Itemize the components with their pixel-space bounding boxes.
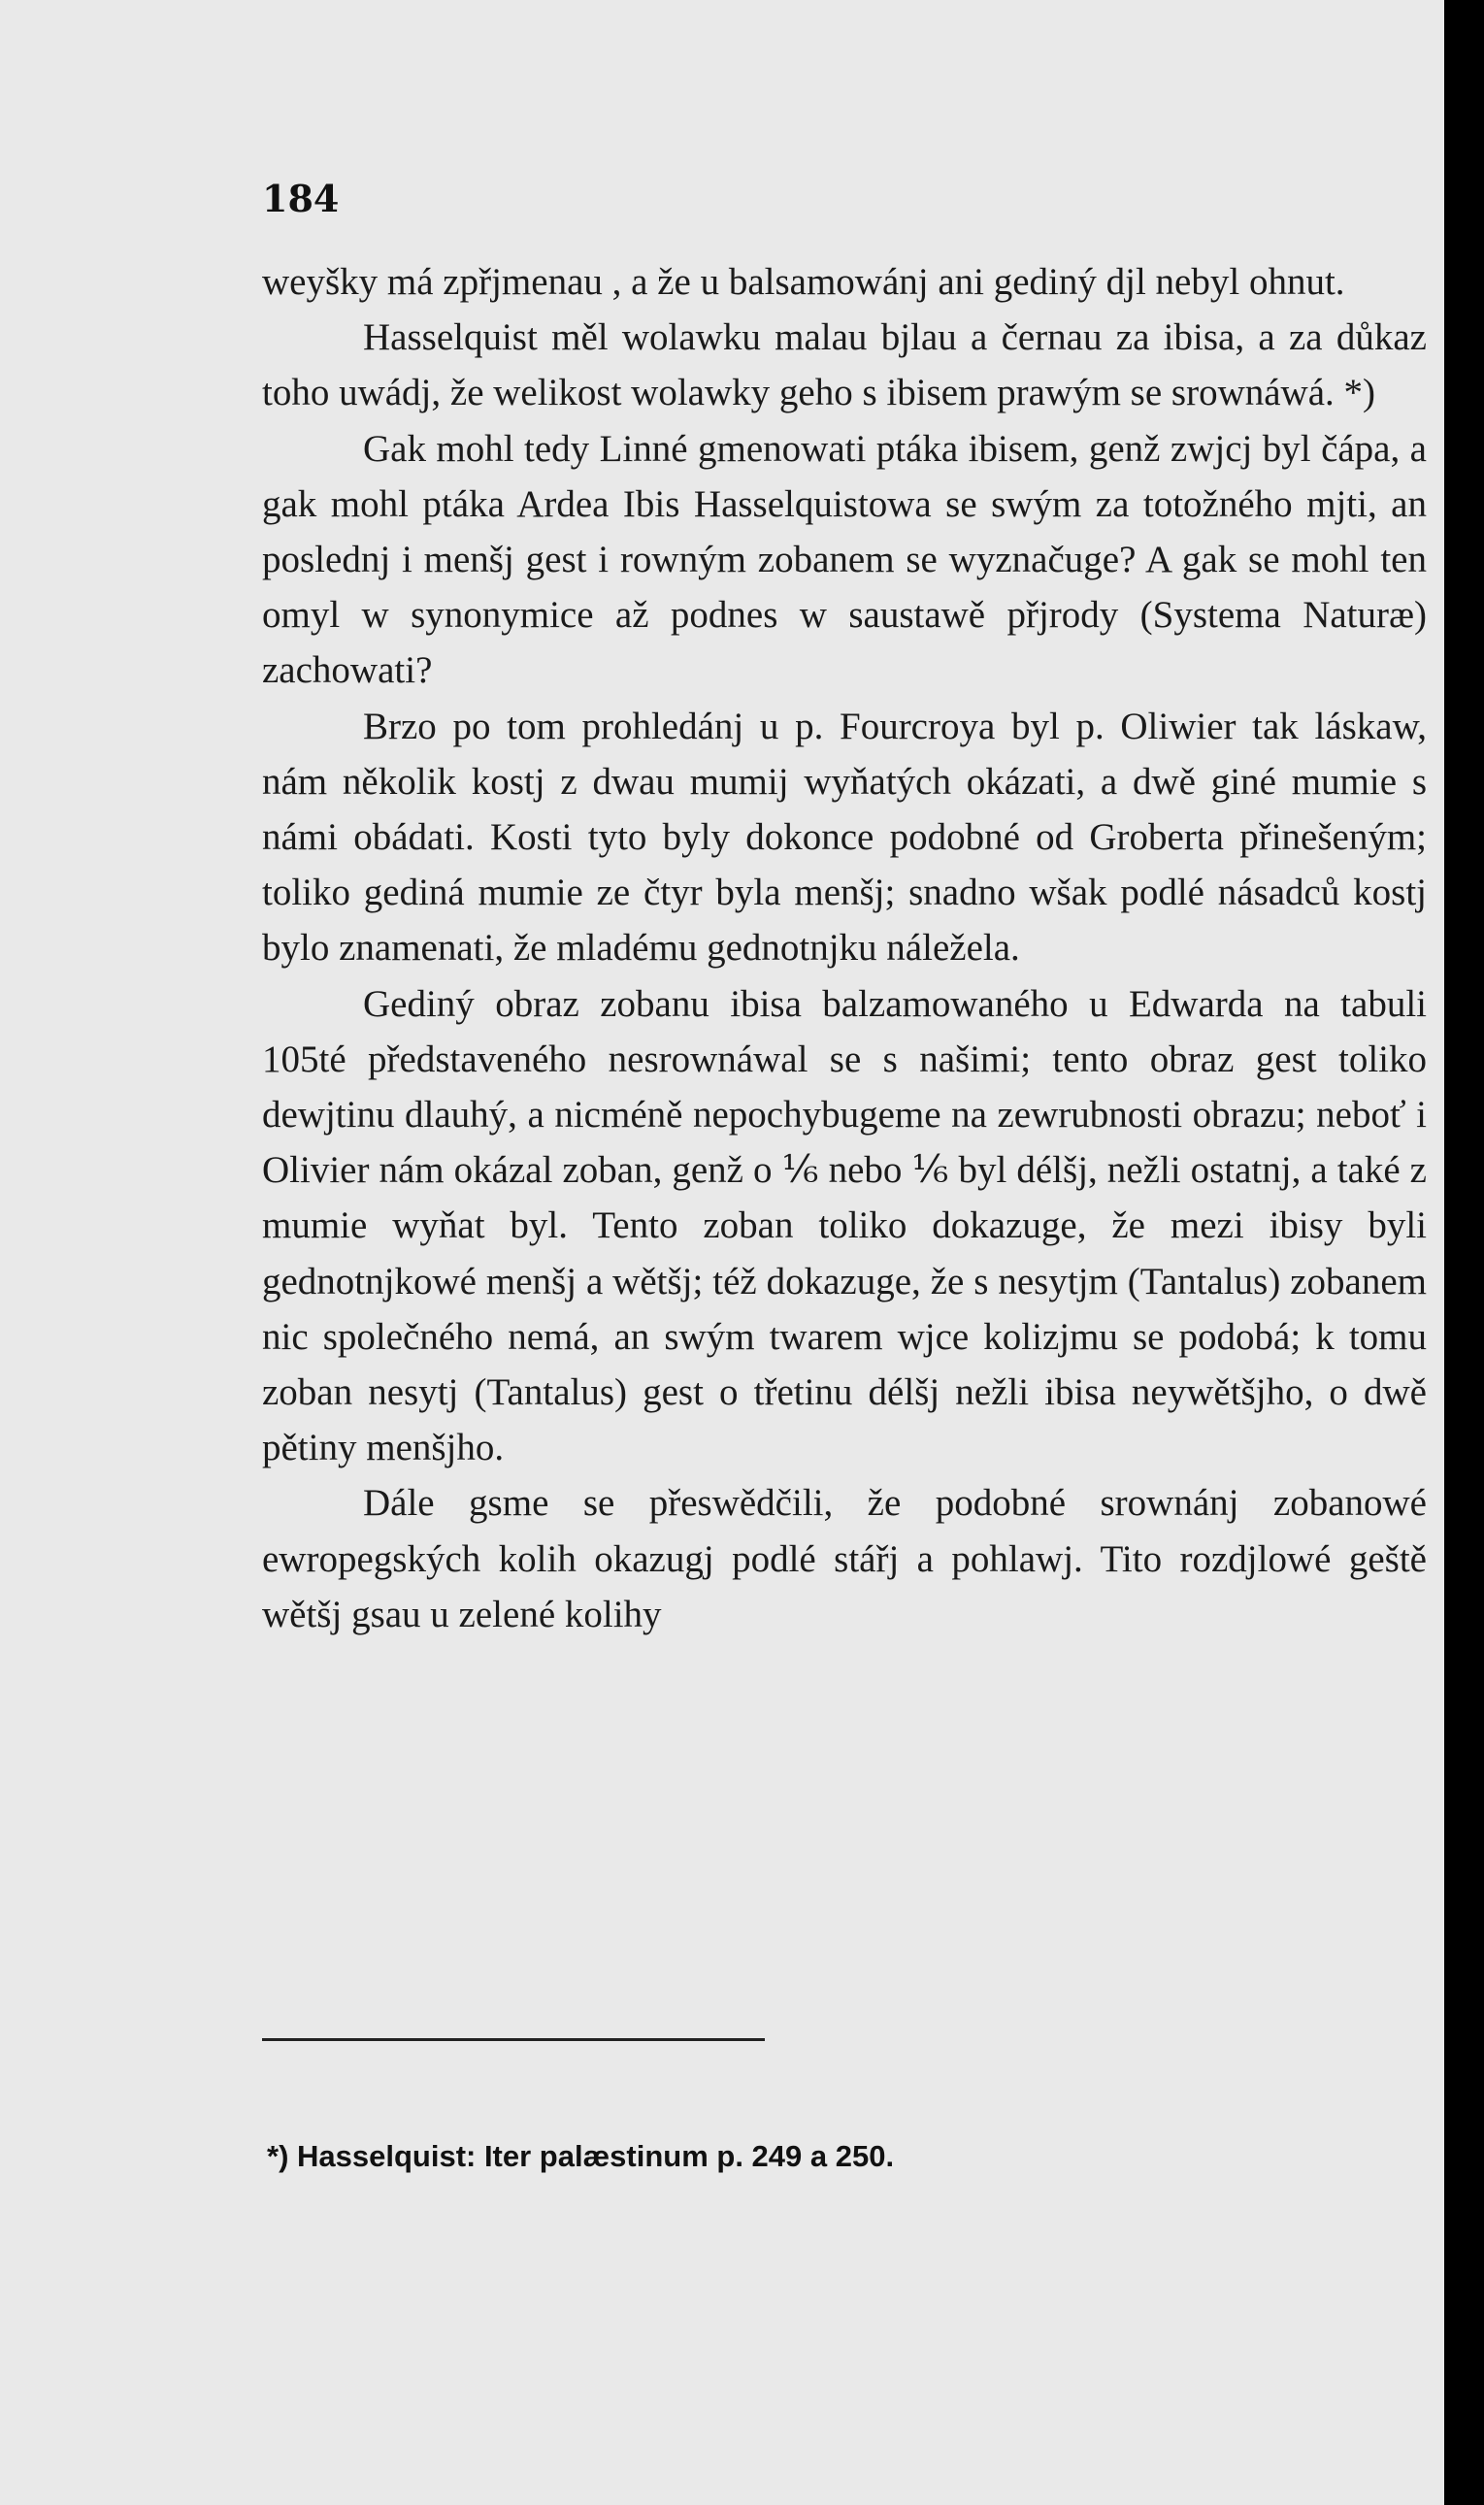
paragraph-5: Gediný obraz zobanu ibisa balzamowaného u Edwarda na tabuli 105té představeného nesrownáwal se s našimi; tento obraz gest toliko dewjtinu dlauhý, a nicméně nepochybugeme na zewrubnosti obrazu; neboť i Olivier nám okázal zoban, genž o ⅙ nebo ⅙ byl délšj, nežli ostatnj, a také z mumie wyňat byl. Tento zoban toliko dokazuge, že mezi ibisy byli gednotnjkowé menšj a wětšj; též dokazuge, že s nesytjm (Tantalus) zobanem nic společného nemá, an swým twarem wjce kolizjmu se podobá; k tomu zoban nesytj (Tantalus) gest o třetinu délšj nežli ibisa neywětšjho, o dwě pětiny menšjho. (262, 982, 1427, 1469)
footnote-divider (262, 2038, 765, 2041)
paragraph-6: Dále gsme se přeswědčili, že podobné srownánj zobanowé ewropegských kolih okazugj podlé stářj a pohlawj. Tito rozdjlowé geště wětšj gsau u zelené kolihy (262, 1482, 1427, 1635)
paragraph-3: Gak mohl tedy Linné gmenowati ptáka ibisem, genž zwjcj byl čápa, a gak mohl ptáka Ardea Ibis Hasselquistowa se swým za totožného mjti, an poslednj i menšj gest i rowným zobanem se wyznačuge? A gak se mohl ten omyl w synonymice až podnes w saustawě přjrody (Systema Naturæ) zachowati? (262, 427, 1427, 692)
paragraph-2: Hasselquist měl wolawku malau bjlau a černau za ibisa, a za důkaz toho uwádj, že welikost wolawky geho s ibisem prawým se srownáwá. *) (262, 316, 1427, 414)
page-number: 184 (262, 177, 340, 220)
footnote: *) Hasselquist: Iter palæstinum p. 249 a 250. (267, 2139, 895, 2173)
paragraph-4: Brzo po tom prohledánj u p. Fourcroya byl p. Oliwier tak láskaw, nám několik kostj z dwau mumij wyňatých okázati, a dwě giné mumie s námi obádati. Kosti tyto byly dokonce podobné od Groberta přinešeným; toliko gediná mumie ze čtyr byla menšj; snadno wšak podlé násadců kostj bylo znamenati, že mladému gednotnjku náležela. (262, 705, 1427, 970)
paragraph-1: weyšky má zpřjmenau , a že u balsamowánj ani gediný djl nebyl ohnut. (262, 261, 1345, 303)
body-text (262, 254, 1427, 1642)
